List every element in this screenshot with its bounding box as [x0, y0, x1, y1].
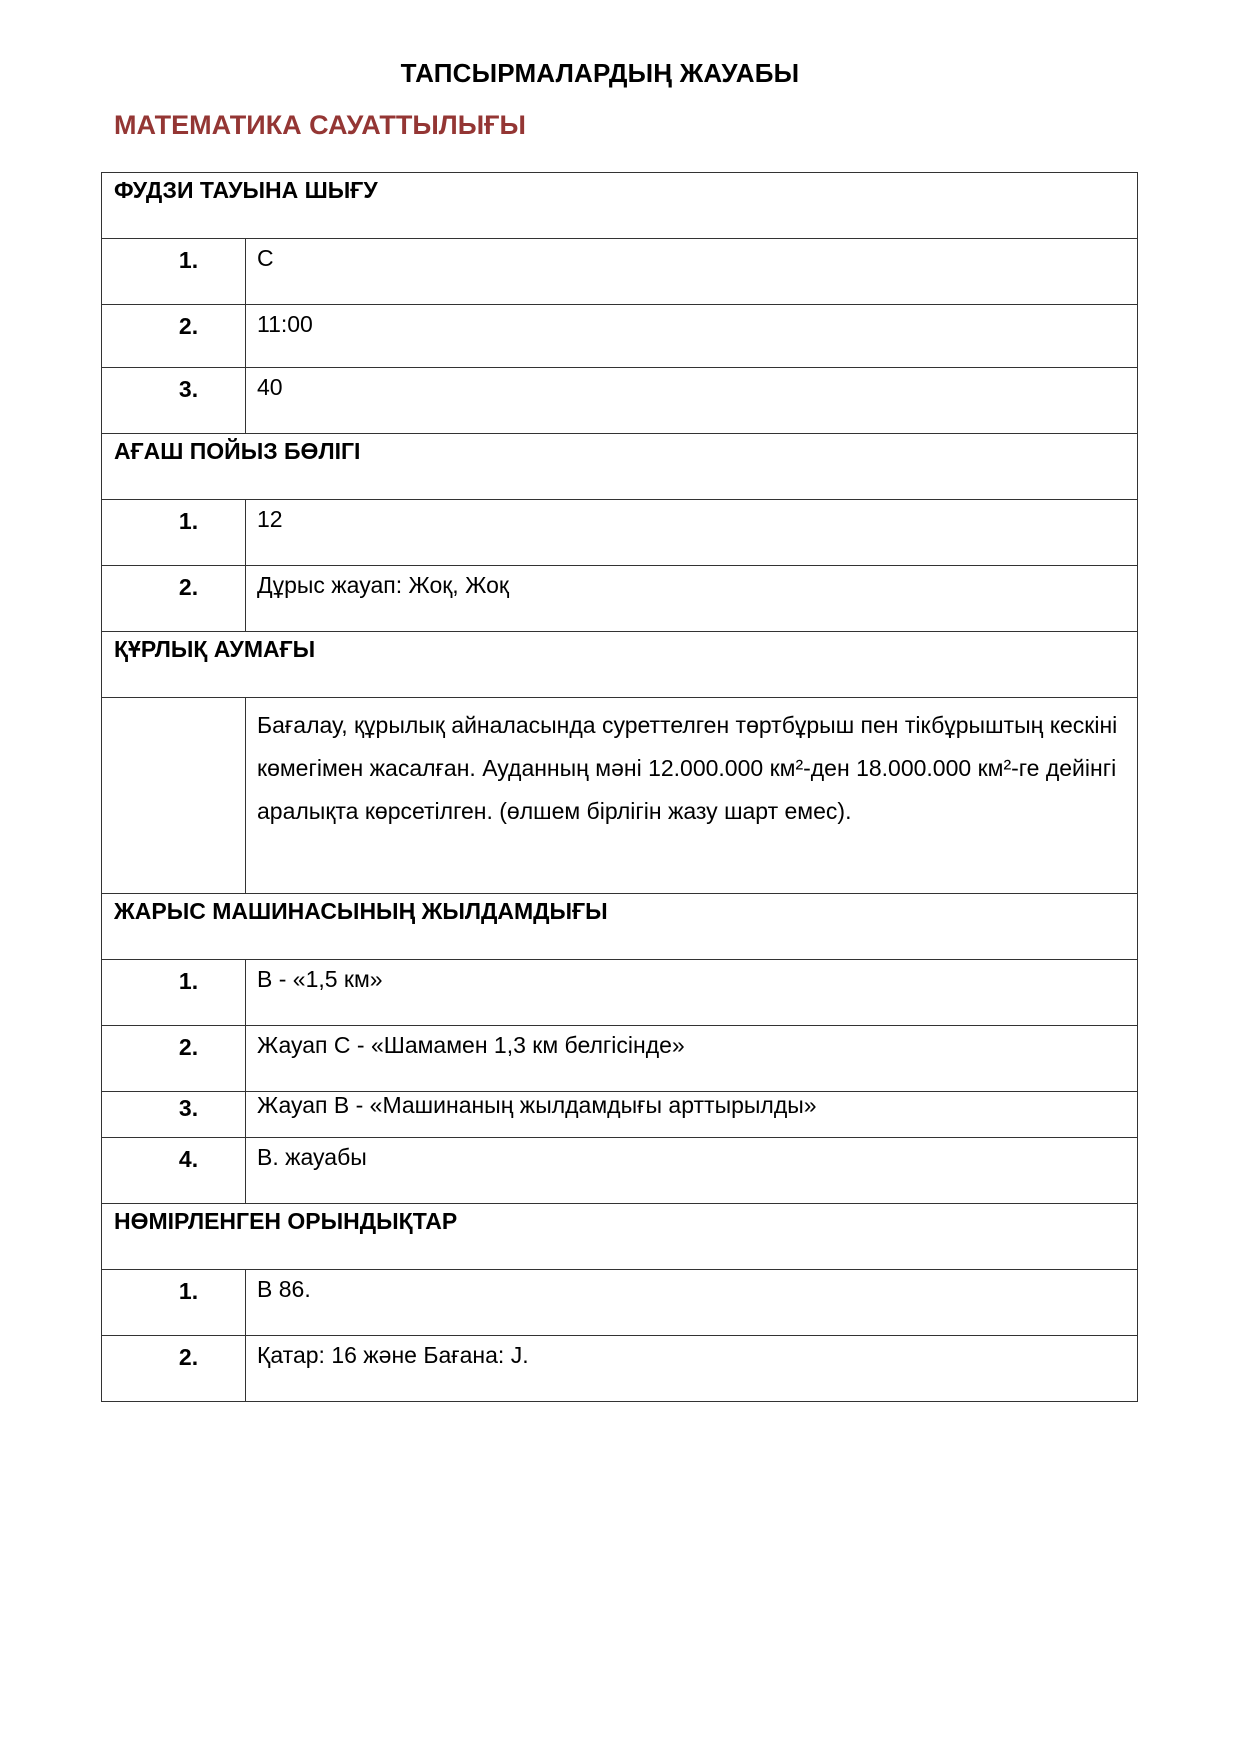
answer-row	[102, 500, 1138, 566]
section-row	[102, 1204, 1138, 1270]
question-number: 4.	[102, 1138, 246, 1204]
section-heading-fuji: ФУДЗИ ТАУЫНА ШЫҒУ	[102, 173, 1138, 239]
question-number: 3.	[102, 368, 246, 434]
question-number: 2.	[102, 305, 246, 368]
section-row	[102, 632, 1138, 698]
answer-text: Дұрыс жауап: Жоқ, Жоқ	[246, 566, 1138, 632]
section-heading-continent-area: ҚҰРЛЫҚ АУМАҒЫ	[102, 632, 1138, 698]
question-number: 1.	[102, 500, 246, 566]
answer-text: 12	[246, 500, 1138, 566]
answer-text: Жауап C - «Шамамен 1,3 км белгісінде»	[246, 1026, 1138, 1092]
answer-row	[102, 566, 1138, 632]
question-number: 2.	[102, 566, 246, 632]
answer-row	[102, 1270, 1138, 1336]
answer-row	[102, 1336, 1138, 1402]
answer-text: 40	[246, 368, 1138, 434]
document-subtitle: МАТЕМАТИКА САУАТТЫЛЫҒЫ	[114, 110, 526, 140]
answer-row	[102, 960, 1138, 1026]
answer-row	[102, 305, 1138, 368]
answer-text: C	[246, 239, 1138, 305]
section-row	[102, 434, 1138, 500]
answer-text: Жауап B - «Машинаның жылдамдығы арттырылды»	[246, 1092, 1138, 1138]
answer-row	[102, 368, 1138, 434]
answers-table	[101, 172, 1138, 1402]
answer-row	[102, 698, 1138, 894]
question-number: 1.	[102, 960, 246, 1026]
answer-text: Бағалау, құрылық айналасында суреттелген төртбұрыш пен тікбұрыштың кескіні көмегімен жасалған. Ауданның мәні 12.000.000 км²-ден 18.000.000 км²-ге дейінгі аралықта көрсетілген. (өлшем бірлігін жазу шарт емес).	[246, 698, 1138, 894]
answer-text: 11:00	[246, 305, 1138, 368]
answer-text: B 86.	[246, 1270, 1138, 1336]
answer-row	[102, 1092, 1138, 1138]
section-heading-race-car: ЖАРЫС МАШИНАСЫНЫҢ ЖЫЛДАМДЫҒЫ	[102, 894, 1138, 960]
question-number	[102, 698, 246, 894]
section-heading-wooden-train: АҒАШ ПОЙЫЗ БӨЛІГІ	[102, 434, 1138, 500]
question-number: 3.	[102, 1092, 246, 1138]
answer-row	[102, 1138, 1138, 1204]
answer-row	[102, 1026, 1138, 1092]
answer-text: B. жауабы	[246, 1138, 1138, 1204]
document-title: ТАПСЫРМАЛАРДЫҢ ЖАУАБЫ	[400, 58, 800, 88]
section-row	[102, 173, 1138, 239]
question-number: 1.	[102, 1270, 246, 1336]
section-row	[102, 894, 1138, 960]
section-heading-numbered-seats: НӨМІРЛЕНГЕН ОРЫНДЫҚТАР	[102, 1204, 1138, 1270]
question-number: 2.	[102, 1026, 246, 1092]
answer-text: Қатар: 16 және Бағана: J.	[246, 1336, 1138, 1402]
answer-row	[102, 239, 1138, 305]
question-number: 2.	[102, 1336, 246, 1402]
answer-text: B - «1,5 км»	[246, 960, 1138, 1026]
question-number: 1.	[102, 239, 246, 305]
